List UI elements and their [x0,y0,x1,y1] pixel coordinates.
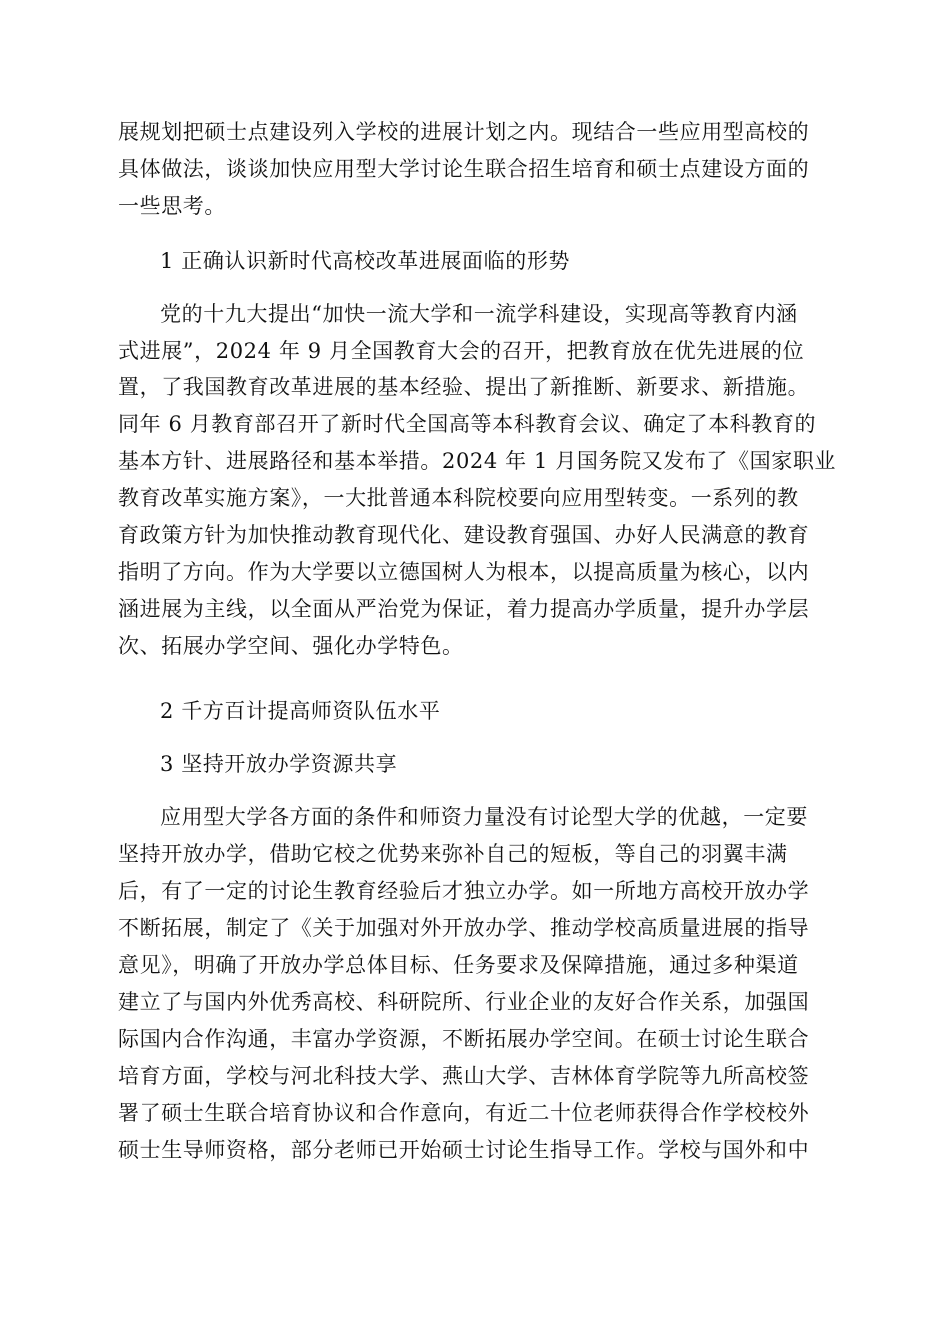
section-3-line-7: 际国内合作沟通，丰富办学资源，不断拓展办学空间。在硕士讨论生联合 [118,1027,810,1051]
section-1-line-8: 指明了方向。作为大学要以立德国树人为根本，以提高质量为核心，以内 [118,560,810,584]
section-1-line-6: 教育改革实施方案》，一大批普通本科院校要向应用型转变。一系列的教 [118,486,799,510]
intro-line-3: 一些思考。 [118,194,226,218]
section-3-line-6: 建立了与国内外优秀高校、科研院所、行业企业的友好合作关系，加强国 [118,990,810,1014]
section-3-line-3: 后，有了一定的讨论生教育经验后才独立办学。如一所地方高校开放办学 [118,879,810,903]
section-1-line-7: 育政策方针为加快推动教育现代化、建设教育强国、办好人民满意的教育 [118,523,810,547]
intro-line-2: 具体做法，谈谈加快应用型大学讨论生联合招生培育和硕士点建设方面的 [118,157,810,181]
intro-line-1: 展规划把硕士点建设列入学校的进展计划之内。现结合一些应用型高校的 [118,120,810,144]
section-heading-2: 2 千方百计提高师资队伍水平 [160,699,441,723]
section-1-line-5: 基本方针、进展路径和基本举措。2024 年 1 月国务院又发布了《国家职业 [118,449,837,473]
section-3-line-9: 署了硕士生联合培育协议和合作意向，有近二十位老师获得合作学校校外 [118,1101,810,1125]
section-3-line-5: 意见》，明确了开放办学总体目标、任务要求及保障措施，通过多种渠道 [118,953,799,977]
section-3-line-1: 应用型大学各方面的条件和师资力量没有讨论型大学的优越，一定要 [160,805,808,829]
section-heading-3: 3 坚持开放办学资源共享 [160,752,398,776]
section-3-line-4: 不断拓展，制定了《关于加强对外开放办学、推动学校高质量进展的指导 [118,916,810,940]
section-1-line-2: 式进展”，2024 年 9 月全国教育大会的召开，把教育放在优先进展的位 [118,339,805,363]
section-1-line-10: 次、拓展办学空间、强化办学特色。 [118,634,464,658]
section-1-line-9: 涵进展为主线，以全面从严治党为保证，着力提高办学质量，提升办学层 [118,597,810,621]
section-1-line-4: 同年 6 月教育部召开了新时代全国高等本科教育会议、确定了本科教育的 [118,412,817,436]
section-1-line-3: 置，了我国教育改革进展的基本经验、提出了新推断、新要求、新措施。 [118,375,810,399]
section-heading-1: 1 正确认识新时代高校改革进展面临的形势 [160,249,571,273]
section-3-line-2: 坚持开放办学，借助它校之优势来弥补自己的短板，等自己的羽翼丰满 [118,842,788,866]
section-3-line-10: 硕士生导师资格，部分老师已开始硕士讨论生指导工作。学校与国外和中 [118,1138,810,1162]
section-1-line-1: 党的十九大提出“加快一流大学和一流学科建设，实现高等教育内涵 [160,302,798,326]
section-3-line-8: 培育方面，学校与河北科技大学、燕山大学、吉林体育学院等九所高校签 [118,1064,810,1088]
